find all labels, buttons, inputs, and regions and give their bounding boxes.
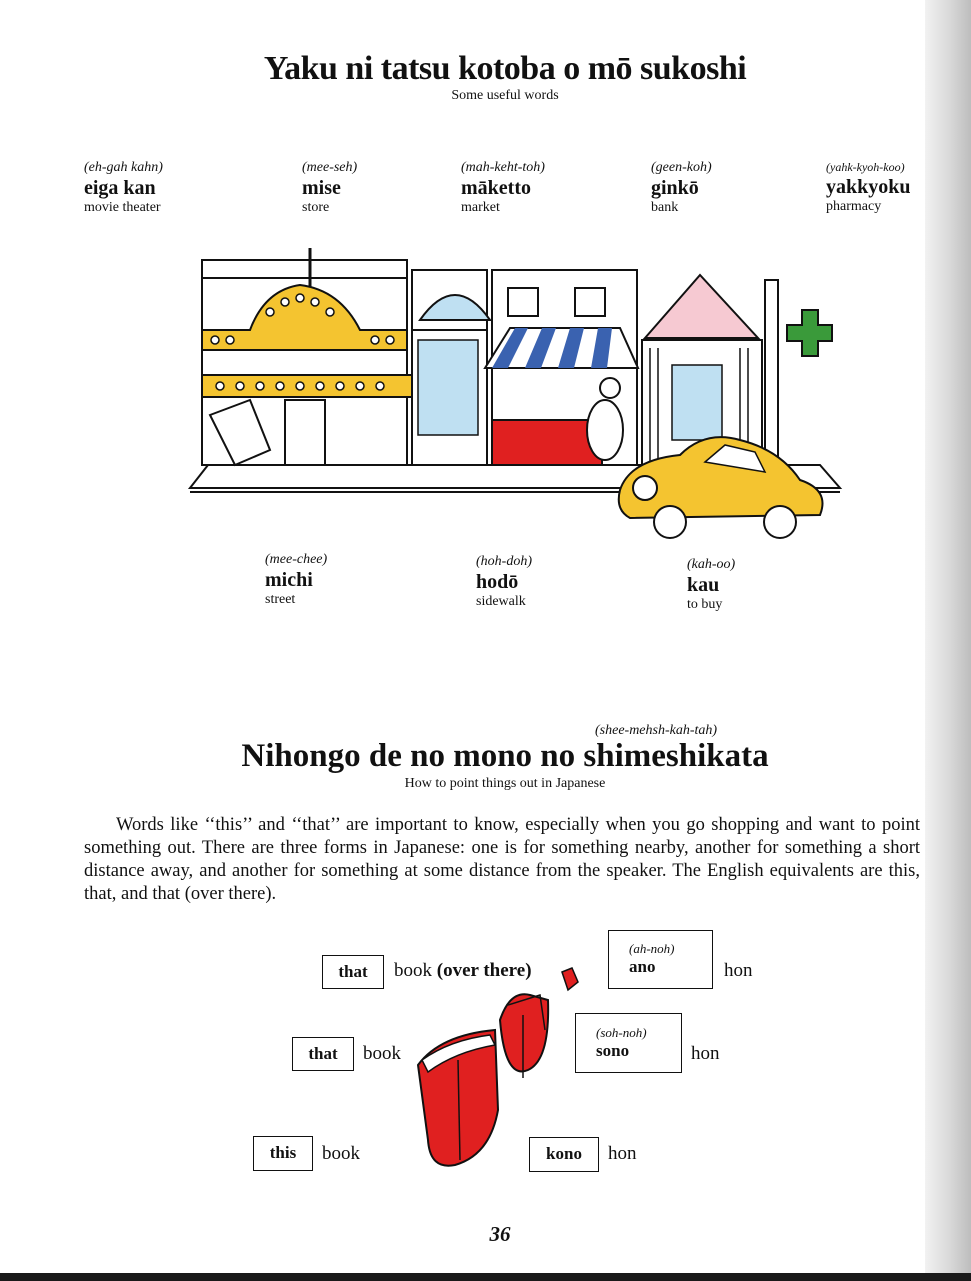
japanese-word: yakkyoku [826,176,911,198]
word-box-that: that [292,1037,354,1071]
word-box-ano [608,930,713,989]
title-pronunciation: (shee-mehsh-kah-tah) [595,723,718,738]
japanese-word: māketto [461,177,531,199]
page-subtitle: Some useful words [451,88,559,103]
english-gloss: to buy [687,597,723,612]
japanese-word: mise [302,177,341,199]
english-book-label: book [322,1143,360,1164]
bottom-edge [0,1273,971,1281]
page-edge-shadow [925,0,971,1281]
books-illustration [400,960,600,1170]
over-there-label: (over there) [436,960,532,981]
english-gloss: pharmacy [826,199,882,214]
japanese-word: michi [265,569,313,591]
japanese-word: sono [596,1041,630,1060]
word-box-that-over-there: that [322,955,384,989]
page-title: Yaku ni tatsu kotoba o mō sukoshi [263,50,747,87]
hon-label: hon [608,1143,637,1164]
english-gloss: bank [651,200,679,215]
english-gloss: sidewalk [476,594,526,609]
japanese-word: hodō [476,571,519,593]
page-number: 36 [489,1222,511,1246]
word-box-this: this [253,1136,313,1171]
vocab-to-buy [687,557,735,613]
section-title: Nihongo de no mono no shimeshikata [241,738,769,774]
street-illustration [180,240,860,540]
pronunciation: (geen-koh) [651,160,712,175]
body-paragraph: Words like ‘‘this’’ and ‘‘that’’ are important to know, especially when you go shopping and want to point something out. There are three forms in Japanese: one is for something nearby, another for something a short distance away, and another for something at some distance from the speaker. The English equivalents are this, that, and that (over there). [84,815,920,904]
pronunciation: (mah-keht-toh) [461,160,545,175]
hon-label: hon [691,1043,720,1064]
vocab-market [461,160,545,216]
japanese-word: ginkō [651,177,699,199]
english-gloss: market [461,200,500,215]
english-gloss: street [265,592,296,607]
english-gloss: store [302,200,330,215]
pronunciation: (mee-seh) [302,160,358,175]
pronunciation: (soh-noh) [596,1025,647,1040]
vocab-bank [651,160,712,216]
japanese-word: eiga kan [84,177,156,199]
pronunciation: (eh-gah kahn) [84,160,163,175]
vocab-movie-theater [84,160,163,216]
japanese-word: kau [687,574,720,596]
pronunciation: (hoh-doh) [476,554,532,569]
hon-label: hon [724,960,753,981]
vocab-street [265,552,327,608]
japanese-word: ano [629,957,656,976]
pronunciation: (kah-oo) [687,557,736,572]
pronunciation: (ah-noh) [629,941,675,956]
english-book-label: book [363,1043,401,1064]
section-subtitle: How to point things out in Japanese [404,776,606,791]
book-word: book [394,960,432,981]
vocab-pharmacy [826,160,911,215]
english-gloss: movie theater [84,200,161,215]
vocab-store [302,160,357,216]
pronunciation: (mee-chee) [265,552,328,567]
word-box-kono: kono [529,1137,599,1172]
pronunciation: (yahk-kyoh-koo) [826,160,905,174]
vocab-sidewalk [476,554,532,610]
